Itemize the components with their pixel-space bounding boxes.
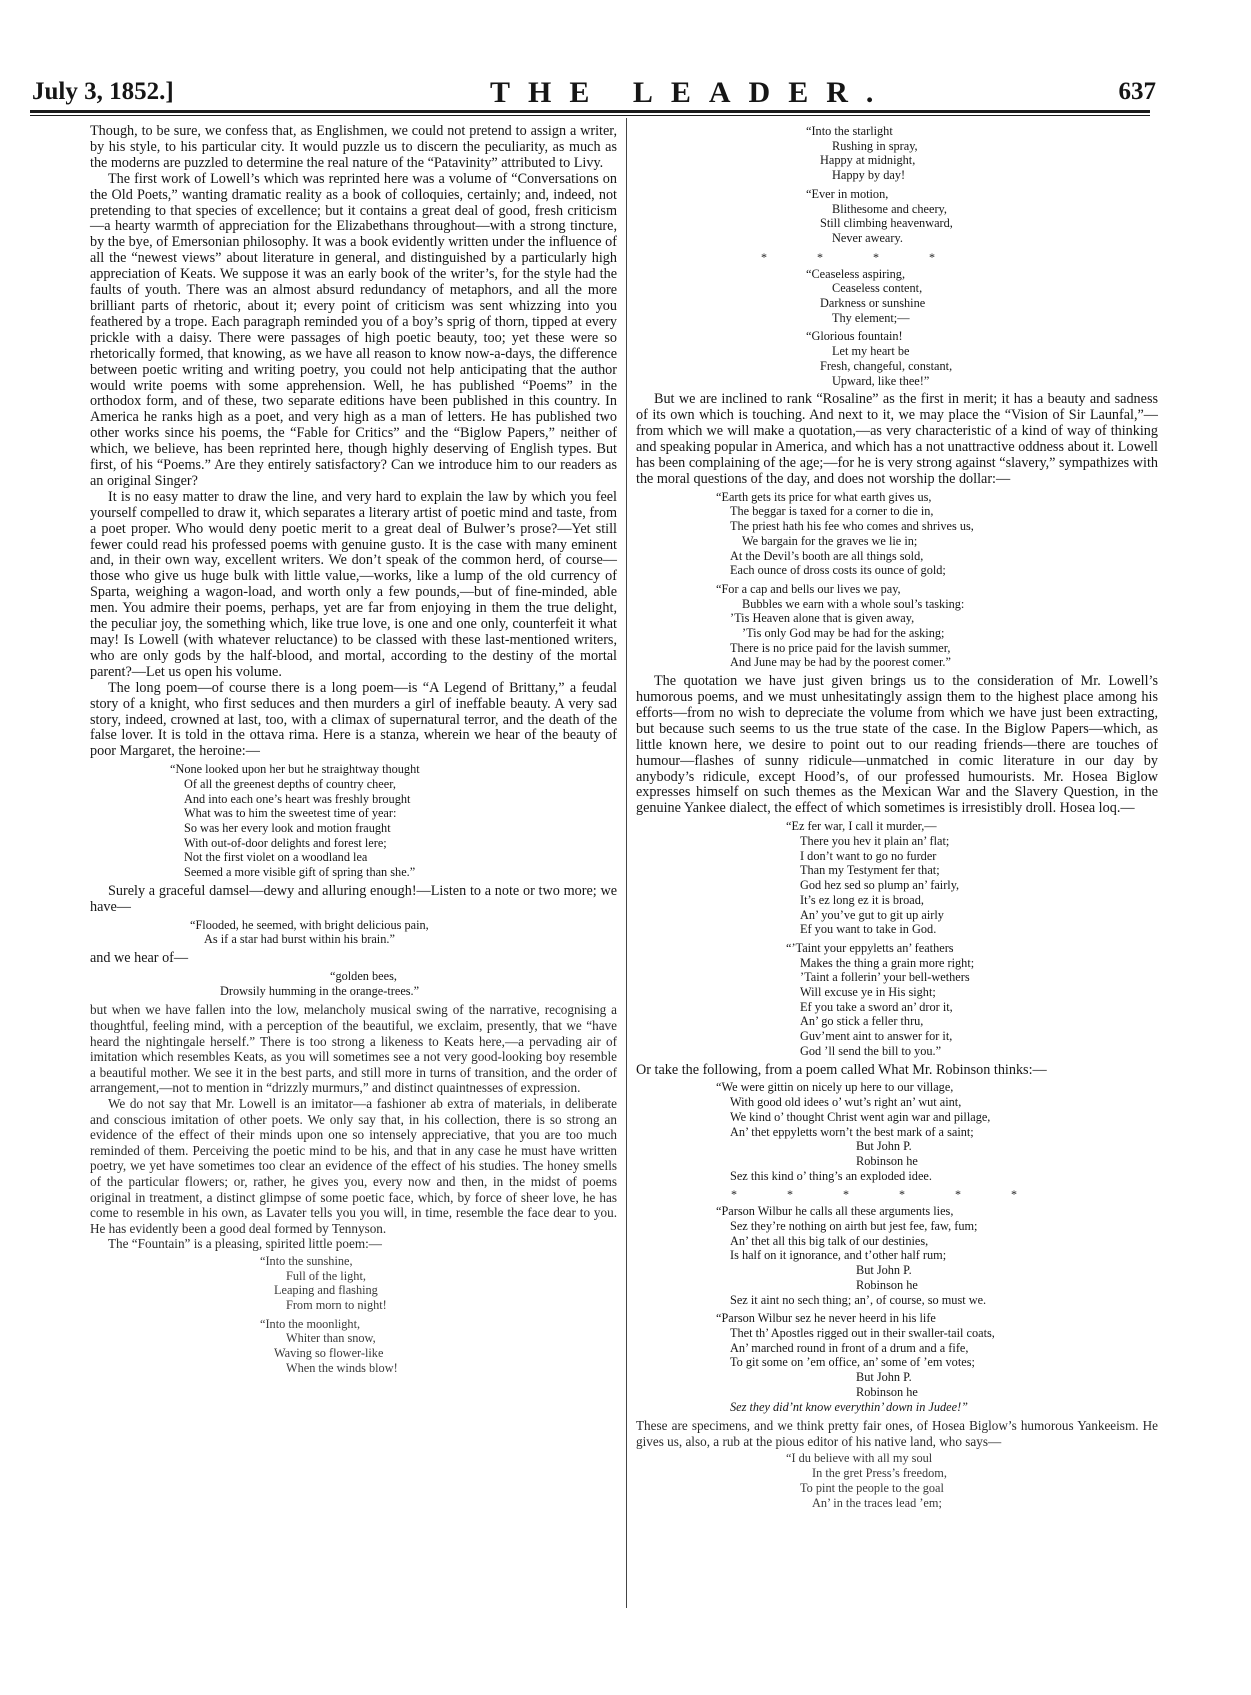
verse-line: Fresh, changeful, constant,	[820, 358, 953, 373]
star: *	[787, 1187, 793, 1202]
verse-line: “Ever in motion,	[806, 186, 889, 201]
verse-line: From morn to night!	[286, 1298, 387, 1313]
verse-line: Guv’ment aint to answer for it,	[800, 1029, 953, 1044]
verse-line: God hez sed so plump an’ fairly,	[800, 878, 960, 893]
verse-line: Of all the greenest depths of country cheer,	[184, 776, 396, 791]
verse-line: Ef you take a sword an’ dror it,	[800, 999, 953, 1014]
verse-line: Darkness or sunshine	[820, 296, 926, 311]
verse-line: Than my Testyment fer that;	[800, 863, 940, 878]
verse-line: “Ez fer war, I call it murder,—	[786, 819, 937, 834]
verse-line: Leaping and flashing	[274, 1283, 378, 1298]
paragraph: The quotation we have just given brings us to the consideration of Mr. Lowell’s humorous poems, and we must unhesitatingly assign them to the highest place among his efforts—from no wish to depreciate the volume from which we have just been extracting, but because such seems to us the true state of the case. In the Biglow Papers—which, as little known here, we desire to point out to our reading friends—there are touches of humour—flashes of sunny ridicule—unmatched in comic literature in our day by anybody’s ridicule, except Hood’s, of our professed humourists. Mr. Hosea Biglow expresses himself on such themes as the Mexican War and the Slavery Question, in the genuine Yankee dialect, the effect of which sometimes is irresistibly droll. Hosea loq.—	[636, 673, 1158, 817]
verse-quote	[220, 969, 617, 998]
verse-line: “Earth gets its price for what earth gives us,	[716, 489, 932, 504]
column-divider	[626, 118, 627, 1608]
verse-line: An’ thet eppyletts worn’t the best mark of a saint;	[730, 1124, 974, 1139]
verse-line: But John P.	[856, 1370, 912, 1385]
verse-line: Is half on it ignorance, and t’other half rum;	[730, 1248, 947, 1263]
verse-quote	[806, 187, 1158, 246]
verse-line: Drowsily humming in the orange-trees.”	[220, 983, 420, 998]
verse-line: I don’t want to go no furder	[800, 848, 937, 863]
masthead-rule-thick	[30, 110, 1150, 113]
verse-line: The beggar is taxed for a corner to die in,	[730, 504, 934, 519]
star: *	[1011, 1187, 1017, 1202]
verse-line: Happy by day!	[832, 168, 906, 183]
verse-line: “Into the sunshine,	[260, 1253, 353, 1268]
verse-line: ’Taint a follerin’ your bell-wethers	[800, 970, 970, 985]
verse-line: Robinson he	[856, 1277, 918, 1292]
verse-quote	[716, 490, 1158, 578]
verse-line: “golden bees,	[330, 969, 397, 983]
verse-line: Still climbing heavenward,	[820, 216, 953, 231]
verse-line: “Parson Wilbur sez he never heerd in his life	[716, 1311, 936, 1326]
paragraph: The long poem—of course there is a long poem—is “A Legend of Brittany,” a feudal story of a knight, who first seduces and then murders a girl of ineffable beauty. A very sad story, indeed, crowned at last, too, with a climax of supernatural terror, and the death of the false lover. It is told in the ottava rima. Here is a stanza, wherein we hear of the beauty of poor Margaret, the heroine:—	[90, 679, 617, 760]
verse-quote	[716, 1080, 1158, 1183]
verse-line: There you hev it plain an’ flat;	[800, 833, 950, 848]
verse-line: Ef you want to take in God.	[800, 922, 937, 937]
verse-line: Sez they did’nt know everythin’ down in Judee!”	[730, 1399, 969, 1414]
verse-quote	[786, 819, 1158, 937]
verse-quote	[170, 762, 617, 880]
verse-line: ’Tis only God may be had for the asking;	[742, 626, 945, 641]
verse-quote	[786, 1451, 1158, 1510]
paragraph: The “Fountain” is a pleasing, spirited little poem:—	[108, 1236, 382, 1252]
verse-line: Sez this kind o’ thing’s an exploded idee.	[730, 1168, 932, 1183]
masthead	[0, 78, 1251, 108]
verse-line: “Ceaseless aspiring,	[806, 266, 906, 281]
verse-line: Will excuse ye in His sight;	[800, 985, 936, 1000]
verse-line: “Glorious fountain!	[806, 329, 903, 344]
verse-line: With out-of-door delights and forest lere;	[184, 835, 387, 850]
verse-line: Sez it aint no sech thing; an’, of course, so must we.	[730, 1292, 987, 1307]
paragraph: These are specimens, and we think pretty fair ones, of Hosea Biglow’s humorous Yankeeism. He gives us, also, a rub at the pious editor of his native land, who says—	[636, 1418, 1158, 1449]
paragraph: But we are inclined to rank “Rosaline” as the first in merit; it has a beauty and sadness of its own which is touching. And next to it, we may place the “Vision of Sir Launfal,”—from which we will make a quotation,—as very characteristic of a kind of way of thinking and speaking popular in America, and which has a not unattractive oddness about it. Lowell has been complaining of the age;—for he is very strong against “slavery,” sympathizes with the moral questions of the day, and does not worship the dollar:—	[636, 391, 1158, 487]
verse-line: “I du believe with all my soul	[786, 1451, 933, 1466]
verse-line: Not the first violet on a woodland lea	[184, 850, 368, 865]
paragraph: Or take the following, from a poem called What Mr. Robinson thinks:—	[636, 1061, 1047, 1078]
verse-line: “We were gittin on nicely up here to our village,	[716, 1080, 954, 1095]
verse-quote	[260, 1254, 617, 1313]
verse-line: We bargain for the graves we lie in;	[742, 533, 918, 548]
issue-date: July 3, 1852.]	[32, 78, 174, 105]
masthead-rule-thin	[30, 115, 1150, 116]
section-break-stars	[736, 250, 1158, 265]
verse-quote	[716, 582, 1158, 670]
verse-line: An’ marched round in front of a drum and a fife,	[730, 1340, 969, 1355]
verse-quote	[190, 918, 617, 947]
verse-line: “Parson Wilbur he calls all these arguments lies,	[716, 1204, 954, 1219]
verse-quote	[716, 1204, 1158, 1307]
verse-line: Happy at midnight,	[820, 153, 916, 168]
paragraph: Surely a graceful damsel—dewy and alluring enough!—Listen to a note or two more; we have—	[90, 882, 617, 915]
verse-line: Let my heart be	[832, 344, 910, 359]
verse-line: At the Devil’s booth are all things sold,	[730, 548, 924, 563]
verse-line: And June may be had by the poorest comer.”	[730, 655, 951, 670]
paragraph: Though, to be sure, we confess that, as Englishmen, we could not pretend to assign a writer, by his style, to his particular city. It would puzzle us to discern the peculiarity, as much as the moderns are puzzled to determine the real nature of the “Patavinity” attributed to Livy.	[90, 123, 617, 171]
verse-line: Seemed a more visible gift of spring than she.”	[184, 865, 416, 880]
verse-quote	[786, 941, 1158, 1059]
verse-line: As if a star had burst within his brain.”	[204, 932, 395, 947]
verse-line: Thy element;—	[832, 310, 910, 325]
verse-line: Sez they’re nothing on airth but jest fee, faw, fum;	[730, 1219, 978, 1234]
verse-line: Blithesome and cheery,	[832, 201, 947, 216]
verse-line: An’ you’ve gut to git up airly	[800, 907, 944, 922]
star: *	[929, 249, 935, 264]
star: *	[873, 249, 879, 264]
verse-line: In the gret Press’s freedom,	[812, 1466, 947, 1481]
verse-line: Full of the light,	[286, 1268, 366, 1283]
verse-line: To git some on ’em office, an’ some of ’em votes;	[730, 1355, 975, 1370]
paragraph: The first work of Lowell’s which was reprinted here was a volume of “Conversations on the Old Poets,” wanting dramatic reality as a book of colloquies, certainly; and, indeed, not pretending to that species of excellence; but it contains a great deal of good, fresh criticism—a hearty warmth of appreciation for the Elizabethans throughout—with a strong tincture, by the bye, of Emersonian philosophy. It was a book evidently written under the influence of all the “newest views” about literature in general, and distinguished by a particularly high appreciation of Keats. We suppose it was an early book of the writer’s, for the style had the faults of youth. There was an almost absurd redundancy of metaphors, and all the more brilliant parts of rhetoric, about it; every point of criticism was sent whizzing into you feathered by a trope. Each paragraph reminded you of a boy’s sprig of thorn, tipped at every prickle with a daisy. There were passages of high poetic beauty, too; yet these were so rhetorically formed, that knowing, as we have all reason to know now-a-days, the difference between poetic writing and writing poetry, you could not help anticipating that the author would write poems with some apprehension. Well, he has published “Poems” in the orthodox form, and of these, two separate editions have been published in this country. In America he ranks high as a poet, and very high as a man of letters. He has published two other works since his poems, the “Fable for Critics” and the “Biglow Papers,” neither of which, we believe, has been reprinted here, though highly deserving of English types. But first, of his “Poems.” Are they entirely satisfactory? Can we introduce him to our readers as an original Singer?	[90, 170, 617, 489]
verse-line: And into each one’s heart was freshly brought	[184, 791, 411, 806]
verse-line: “’Taint your eppyletts an’ feathers	[786, 940, 954, 955]
verse-quote	[260, 1317, 617, 1376]
verse-line: Waving so flower-like	[274, 1346, 384, 1361]
paragraph: It is no easy matter to draw the line, and very hard to explain the law by which you feel yourself compelled to draw it, which separates a literary artist of poetic mind and taste, from a poet proper. Who would deny poetic merit to a great deal of Bulwer’s prose?—Yet still fewer could read his professed poems with genuine gusto. It is the case with many eminent and, in their own way, excellent writers. We don’t speak of the common herd, of course—those who give us huge bulk with little value,—works, like a lump of the old currency of Sparta, weighing a wagon-load, and worth only a few pounds,—but of fine-minded, able men. You admire their poems, perhaps, yet are far from enjoying in them the true delight, the peculiar joy, the something which, like true love, is one and one only, counterfeit it what may! Is Lowell (with whatever reluctance) to be classed with these last-mentioned writers, who are only gods by the half-blood, and mortal, according to the destiny of the mortal parent?—Let us open his volume.	[90, 488, 617, 680]
paragraph: We do not say that Mr. Lowell is an imitator—a fashioner ab extra of materials, in deliberate and conscious imitation of other poets. We only say that, in his collection, there is so strong an evidence of the effect of their minds upon one so intensely appreciative, that you are too much reminded of them. Perceiving the poetic mind to be his, and that in any case he must have written poetry, we yet have sometimes too clear an evidence of the effect of his studies. The honey smells of the particular flowers; or, rather, he gives you, every now and then, in the midst of poems original in treatment, a distinct glimpse of some poetic face, which, by force of sheer love, he has come to resemble in his own, as Lavater tells you you will, in time, resemble the face dear to you. He has evidently been a good deal formed by Tennyson.	[90, 1095, 617, 1236]
verse-line: When the winds blow!	[286, 1360, 398, 1375]
verse-line: “For a cap and bells our lives we pay,	[716, 581, 901, 596]
verse-line: God ’ll send the bill to you.”	[800, 1043, 942, 1058]
verse-line: There is no price paid for the lavish summer,	[730, 640, 951, 655]
newspaper-title: THE LEADER.	[490, 76, 892, 109]
verse-line: It’s ez long ez it is broad,	[800, 892, 924, 907]
star: *	[899, 1187, 905, 1202]
verse-line: Ceaseless content,	[832, 281, 923, 296]
verse-line: But John P.	[856, 1263, 912, 1278]
verse-line: Makes the thing a grain more right;	[800, 955, 975, 970]
verse-line: An’ in the traces lead ’em;	[812, 1495, 942, 1510]
verse-line: ’Tis Heaven alone that is given away,	[730, 611, 915, 626]
paragraph: and we hear of—	[90, 950, 189, 967]
verse-line: “None looked upon her but he straightway thought	[170, 762, 420, 777]
verse-line: Never aweary.	[832, 230, 903, 245]
paragraph: but when we have fallen into the low, melancholy musical swing of the narrative, recognising a thoughtful, feeling mind, with a perception of the beautiful, we exclaim, presently, that we “have heard the nightingale herself.” There is too strong a likeness to Keats here,—a pervading air of imitation which resembles Keats, as you will sometimes see a not very good-looking boy resemble a beautiful mother. We see it in the best parts, and still more in turns of transition, and the order of arrangement,—not to mention in “drizzly murmurs,” and distinct quaintnesses of expression.	[90, 1002, 617, 1096]
star: *	[761, 249, 767, 264]
star: *	[731, 1187, 737, 1202]
verse-line: What was to him the sweetest time of year:	[184, 806, 397, 821]
verse-line: Thet th’ Apostles rigged out in their swaller-tail coats,	[730, 1325, 995, 1340]
verse-line: With good old idees o’ wut’s right an’ wut aint,	[730, 1095, 962, 1110]
right-column	[636, 124, 1158, 1514]
star: *	[843, 1187, 849, 1202]
verse-line: “Into the moonlight,	[260, 1316, 361, 1331]
verse-line: So was her every look and motion fraught	[184, 821, 391, 836]
verse-line: But John P.	[856, 1139, 912, 1154]
verse-quote	[806, 329, 1158, 388]
verse-line: We kind o’ thought Christ went agin war and pillage,	[730, 1109, 991, 1124]
verse-line: Bubbles we earn with a whole soul’s tasking:	[742, 596, 965, 611]
verse-line: “Flooded, he seemed, with bright delicious pain,	[190, 917, 429, 932]
verse-line: Robinson he	[856, 1384, 918, 1399]
verse-quote	[716, 1311, 1158, 1414]
verse-line: Upward, like thee!”	[832, 373, 930, 388]
verse-line: “Into the starlight	[806, 124, 893, 138]
verse-line: An’ go stick a feller thru,	[800, 1014, 924, 1029]
verse-line: Rushing in spray,	[832, 138, 918, 153]
verse-line: Robinson he	[856, 1153, 918, 1168]
verse-quote	[806, 267, 1158, 326]
verse-quote	[806, 124, 1158, 183]
verse-line: To pint the people to the goal	[800, 1480, 944, 1495]
left-column	[90, 124, 617, 1380]
verse-line: Each ounce of dross costs its ounce of gold;	[730, 563, 946, 578]
verse-line: An’ thet all this big talk of our destinies,	[730, 1233, 929, 1248]
verse-line: The priest hath his fee who comes and shrives us,	[730, 519, 974, 534]
page-number: 637	[1118, 78, 1156, 105]
section-break-stars	[706, 1187, 1158, 1202]
verse-line: Whiter than snow,	[286, 1331, 376, 1346]
star: *	[817, 249, 823, 264]
star: *	[955, 1187, 961, 1202]
